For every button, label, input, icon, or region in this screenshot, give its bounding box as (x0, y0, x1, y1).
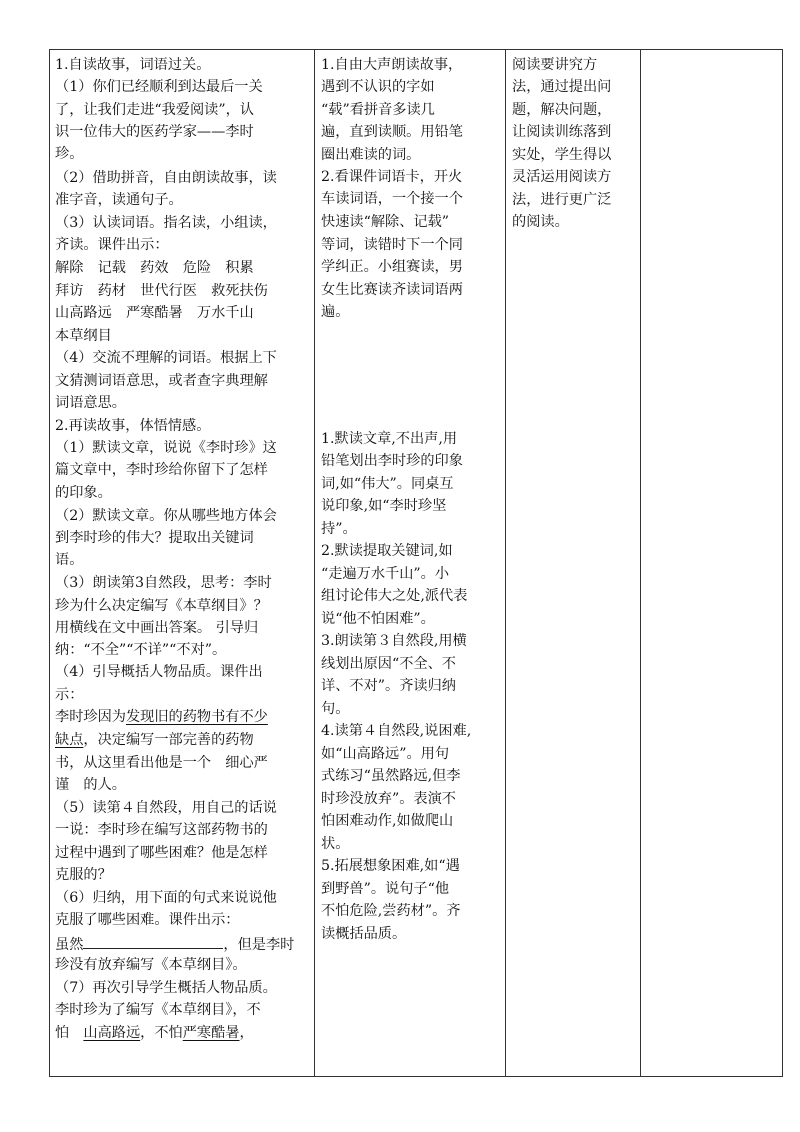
text-line: 示： (55, 687, 84, 703)
text-line: 说“他不怕困难”。 (321, 611, 435, 627)
text-line (55, 731, 254, 749)
text-line: 遍，直到读顺。用铅笔 (321, 124, 463, 140)
teacher-activities-cell (50, 50, 315, 1077)
text-line: 1.默读文章,不出声,用 (321, 431, 458, 447)
text-line: （1）你们已经顺利到达最后一关 (55, 79, 263, 95)
text-span: ， (239, 1025, 254, 1041)
text-line: 车读词语，一个接一个 (321, 191, 463, 207)
text-line: 书，从这里看出他是一个 细心严 (55, 755, 268, 771)
text-line: 2.看课件词语卡，开火 (321, 169, 463, 185)
text-line: （2）借助拼音，自由朗读故事，读 (55, 170, 277, 186)
text-line: 文猜测词语意思，或者查字典理解 (55, 373, 268, 389)
underlined-answer: 严寒酷暑 (182, 1025, 240, 1041)
text-line: 式练习“虽然路远,但李 (321, 768, 461, 784)
text-line: 用横线在文中画出答案。 引导归 (55, 620, 259, 636)
text-line: 学纠正。小组赛读，男 (321, 259, 463, 275)
text-line: 线划出原因“不全、不 (321, 656, 456, 672)
text-line: 珍。 (55, 146, 84, 162)
text-line: 1.自由大声朗读故事， (321, 57, 463, 73)
text-line: 珍为什么决定编写《本草纲目》？ (55, 598, 268, 614)
notes-cell (641, 50, 783, 1077)
text-line: 了，让我们走进“我爱阅读”，认 (55, 102, 254, 118)
text-line: 等词，读错时下一个同 (321, 237, 463, 253)
text-line (55, 1024, 254, 1042)
text-line: 克服的？ (55, 867, 112, 883)
text-line: 持”。 (321, 521, 357, 537)
text-span: 怕 (55, 1025, 84, 1041)
underlined-answer: 缺点 (55, 732, 84, 748)
text-line: 准字音，读通句子。 (55, 192, 183, 208)
fill-blank (83, 934, 223, 949)
text-line: 法，进行更广泛 (512, 192, 612, 208)
text-line: 山高路远 严寒酷暑 万水千山 (55, 305, 254, 321)
text-line: 纳：“不全”“不详”“不对”。 (55, 642, 227, 658)
text-span: 李时珍因为 (55, 709, 126, 725)
text-line: 谨 的人。 (55, 777, 126, 793)
text-line: 状。 (321, 836, 350, 852)
text-line: 如“山高路远”。用句 (321, 746, 450, 762)
text-line: 识一位伟大的医药学家——李时 (55, 124, 254, 140)
text-line: 2.再读故事，体悟情感。 (55, 418, 211, 434)
text-line: 的印象。 (55, 485, 112, 501)
text-span: 虽然 (55, 937, 84, 953)
text-line: 铅笔划出李时珍的印象 (321, 453, 463, 469)
text-line: 实处，学生得以 (512, 147, 612, 163)
text-line: 一说：李时珍在编写这部药物书的 (55, 822, 268, 838)
text-line: 句。 (321, 701, 350, 717)
text-line: 的阅读。 (512, 214, 569, 230)
text-line: 本草纲目 (55, 328, 112, 344)
text-line: 李时珍为了编写《本草纲目》，不 (55, 1002, 261, 1018)
text-line: 4.读第４自然段,说困难, (321, 723, 472, 739)
text-line: （5）读第４自然段，用自己的话说 (55, 800, 277, 816)
text-line: 灵活运用阅读方 (512, 169, 612, 185)
text-line: 到野兽”。说句子“他 (321, 881, 450, 897)
design-intent-cell (506, 50, 641, 1077)
text-line: 组讨论伟大之处,派代表 (321, 588, 468, 604)
text-line: 5.拓展想象困难,如“遇 (321, 858, 460, 874)
text-line: 法，通过提出问 (512, 79, 612, 95)
text-line: 题，解决问题， (512, 102, 612, 118)
table-row (50, 50, 783, 1077)
underlined-answer: 发现旧的药物书有不少 (125, 709, 268, 725)
text-line: （3）认读词语。指名读，小组读， (55, 215, 277, 231)
text-line: （4）引导概括人物品质。课件出 (55, 664, 263, 680)
text-line: 拜访 药材 世代行医 救死扶伤 (55, 283, 268, 299)
text-line: 珍没有放弃编写《本草纲目》。 (55, 957, 247, 973)
text-line: 语。 (55, 552, 84, 568)
text-line: 不怕危险,尝药材”。齐 (321, 903, 461, 919)
text-line: 圈出难读的词。 (321, 147, 421, 163)
text-line: 1.自读故事，词语过关。 (55, 57, 211, 73)
text-line: 2.默读提取关键词,如 (321, 543, 453, 559)
underlined-answer: 山高路远 (83, 1025, 141, 1041)
text-line: （1）默读文章，说说《李时珍》这 (55, 440, 277, 456)
text-line: 女生比赛读齐读词语两 (321, 282, 463, 298)
text-line: 遇到不认识的字如 (321, 79, 435, 95)
text-line: 到李时珍的伟大？提取出关键词 (55, 530, 254, 546)
text-line: 词,如“伟大”。同桌互 (321, 476, 454, 492)
text-line: “走遍万水千山”。小 (321, 566, 450, 582)
text-line: 阅读要讲究方 (512, 57, 598, 73)
text-line: 词语意思。 (55, 395, 126, 411)
text-line: （6）归纳，用下面的句式来说说他 (55, 890, 277, 906)
text-line: 读概括品质。 (321, 926, 407, 942)
text-line: 3.朗读第３自然段,用横 (321, 633, 467, 649)
text-span: ，但是李时 (223, 937, 295, 953)
text-span: ，决定编写一部完善的药物 (83, 732, 254, 748)
text-line: 快速读“解除、记载” (321, 214, 450, 230)
text-line: （7）再次引导学生概括人物品质。 (55, 980, 277, 996)
text-line: 时珍没放弃”。表演不 (321, 791, 456, 807)
text-line: 解除 记载 药效 危险 积累 (55, 260, 254, 276)
text-line: 让阅读训练落到 (512, 124, 612, 140)
student-activities-cell (315, 50, 506, 1077)
text-line (55, 708, 268, 726)
text-line: 过程中遇到了哪些困难？他是怎样 (55, 845, 268, 861)
text-line: （2）默读文章。你从哪些地方体会 (55, 508, 277, 524)
text-line: 说印象,如“李时珍坚 (321, 498, 447, 514)
text-line: 怕困难动作,如做爬山 (321, 813, 454, 829)
text-line: （3）朗读第3自然段，思考：李时 (55, 575, 272, 591)
lesson-plan-table (49, 49, 783, 1077)
text-span: ，不怕 (140, 1025, 183, 1041)
text-line: （4）交流不理解的词语。根据上下 (55, 350, 277, 366)
text-line: 详、不对”。齐读归纳 (321, 678, 456, 694)
text-line: 齐读。课件出示： (55, 237, 169, 253)
text-line: 篇文章中，李时珍给你留下了怎样 (55, 462, 268, 478)
sentence-pattern (55, 934, 294, 954)
text-line: “载”看拼音多读几 (321, 102, 435, 118)
text-line: 克服了哪些困难。课件出示： (55, 912, 240, 928)
text-line: 遍。 (321, 304, 350, 320)
